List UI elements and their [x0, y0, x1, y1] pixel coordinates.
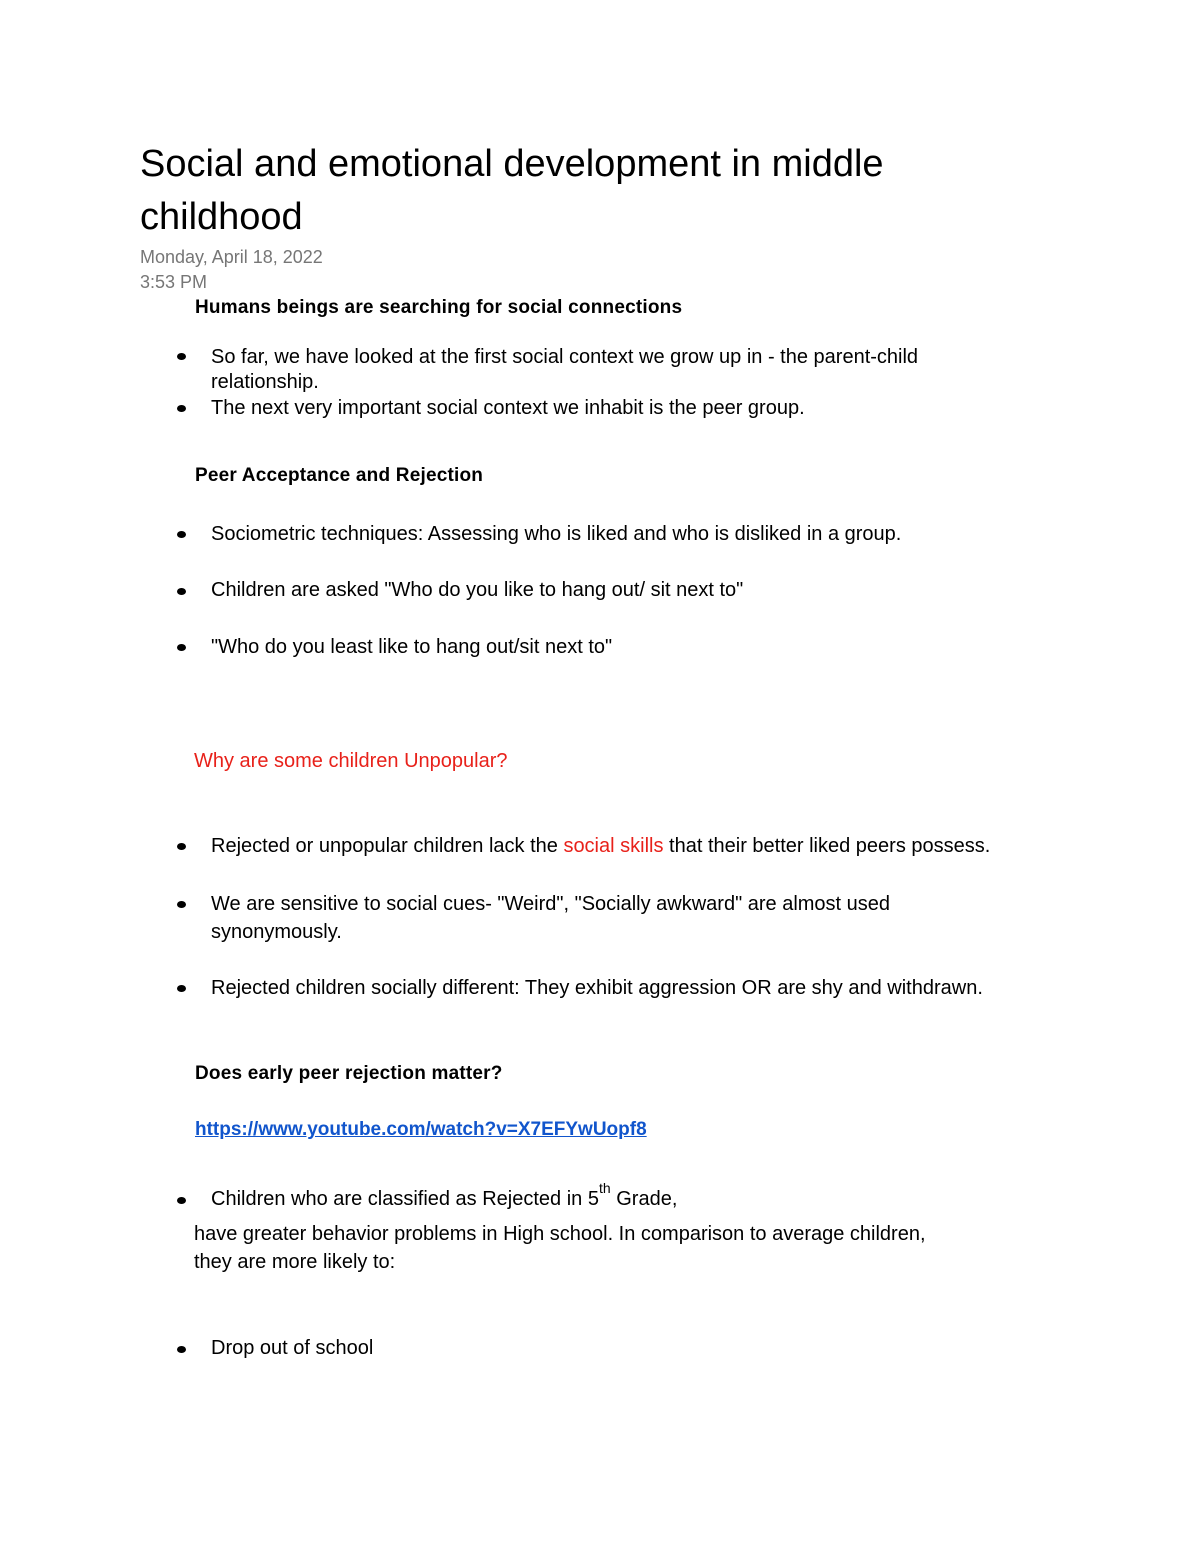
paragraph-line: they are more likely to:	[194, 1251, 396, 1273]
section-heading-early-rejection: Does early peer rejection matter?	[195, 1063, 503, 1084]
paragraph-line: have greater behavior problems in High school. In comparison to average children,	[194, 1223, 926, 1245]
list-item: So far, we have looked at the first social context we grow up in - the parent-child	[211, 346, 919, 368]
youtube-link[interactable]: https://www.youtube.com/watch?v=X7EFYwUopf8	[195, 1119, 647, 1140]
list-item: The next very important social context we inhabit is the peer group.	[211, 397, 805, 419]
section-heading-social-connections: Humans beings are searching for social connections	[195, 297, 683, 318]
list-item: "Who do you least like to hang out/sit next to"	[211, 636, 613, 658]
bullet-icon	[177, 1346, 186, 1353]
list-item	[211, 1180, 678, 1213]
bullet-icon	[177, 1197, 186, 1204]
list-item: Drop out of school	[211, 1337, 374, 1359]
bullet-icon	[177, 353, 186, 360]
list-item-continuation: relationship.	[211, 371, 319, 393]
bullet-icon	[177, 531, 186, 538]
bullet-icon	[177, 405, 186, 412]
page-title-line2: childhood	[140, 196, 303, 238]
list-item	[211, 833, 990, 859]
page-date: Monday, April 18, 2022	[140, 247, 323, 267]
list-item-text: Rejected or unpopular children lack the	[211, 835, 564, 857]
list-item-text: Grade,	[610, 1188, 678, 1210]
section-heading-peer-acceptance: Peer Acceptance and Rejection	[195, 465, 484, 486]
bullet-icon	[177, 843, 186, 850]
highlighted-term: social skills	[563, 835, 664, 857]
page-time: 3:53 PM	[140, 272, 208, 292]
section-heading-unpopular: Why are some children Unpopular?	[194, 750, 508, 772]
bullet-icon	[177, 985, 186, 992]
list-item-text: that their better liked peers possess.	[663, 835, 991, 857]
bullet-icon	[177, 644, 186, 651]
list-item: Rejected children socially different: They exhibit aggression OR are shy and withdrawn.	[211, 977, 983, 999]
bullet-icon	[177, 901, 186, 908]
list-item-text: Children who are classified as Rejected in 5	[211, 1188, 599, 1210]
page-title-line1: Social and emotional development in middle	[140, 143, 884, 185]
list-item-continuation: synonymously.	[211, 921, 342, 943]
list-item: We are sensitive to social cues- "Weird", "Socially awkward" are almost used	[211, 893, 891, 915]
superscript: th	[598, 1180, 611, 1196]
list-item: Children are asked "Who do you like to hang out/ sit next to"	[211, 579, 744, 601]
bullet-icon	[177, 588, 186, 595]
list-item: Sociometric techniques: Assessing who is liked and who is disliked in a group.	[211, 523, 902, 545]
